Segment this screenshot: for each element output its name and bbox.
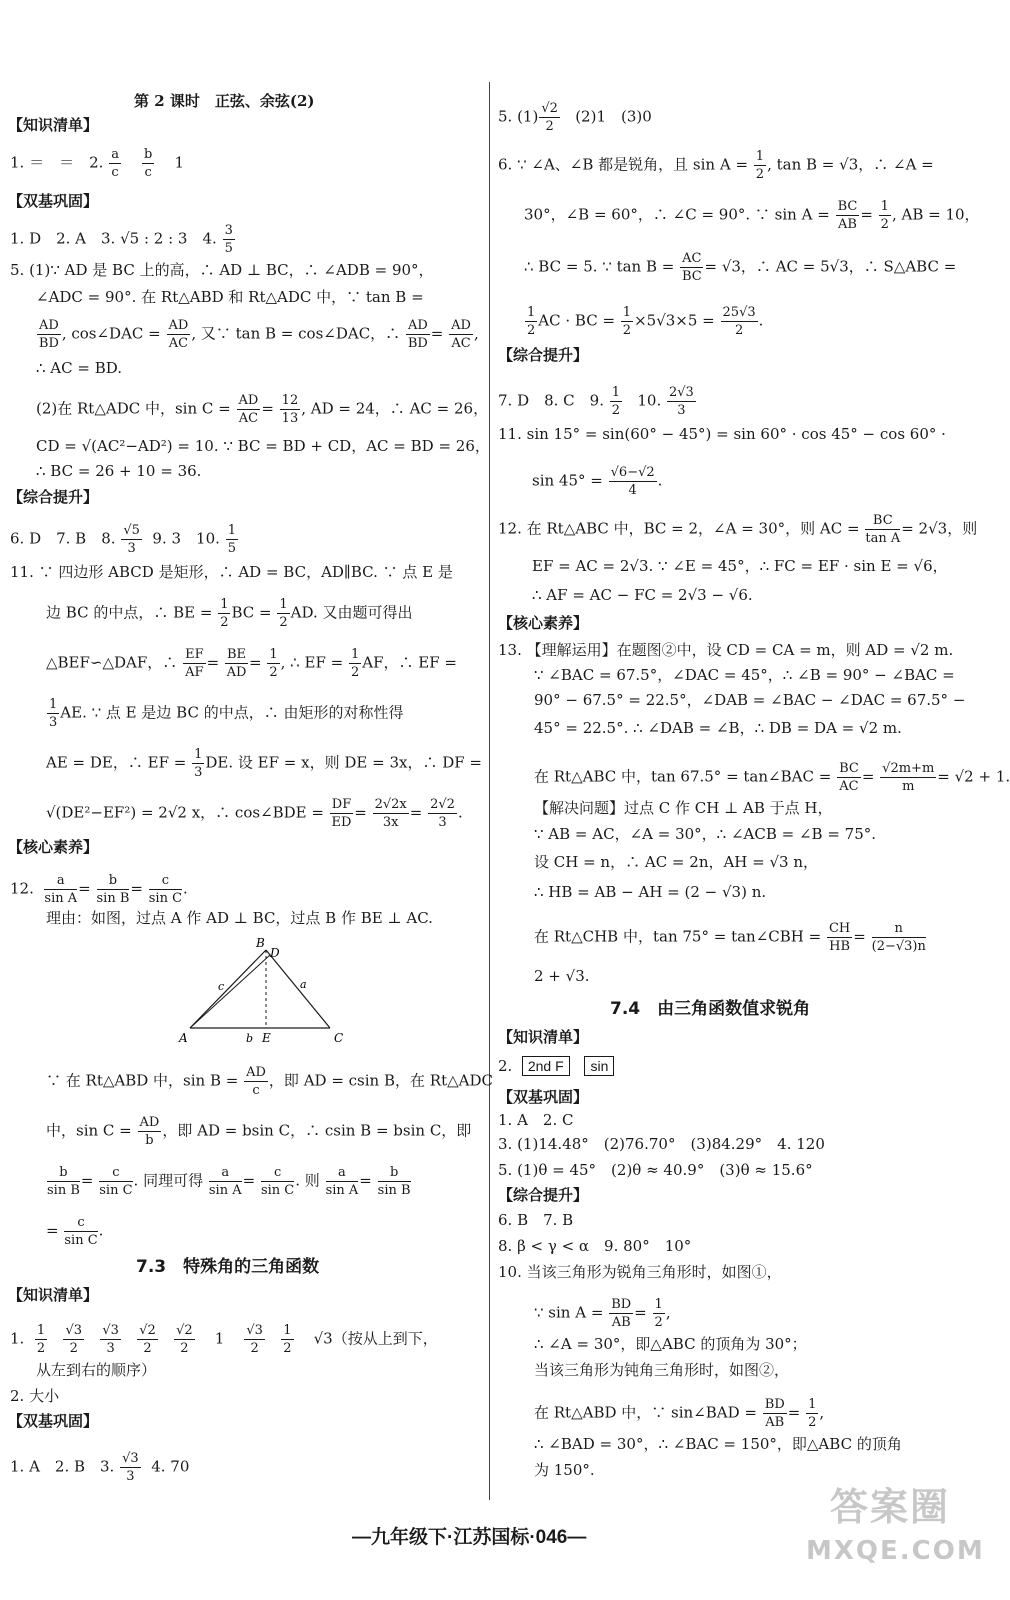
label-c: c	[218, 980, 225, 993]
solution-line: ∴ BC = 5. ∵ tan B = $\frac{AC}{BC}$ = √3，∴ AC = 5√3，∴ S△ABC =	[524, 251, 957, 284]
solution-line: 当该三角形为钝角三角形时，如图②，	[534, 1361, 790, 1379]
solution-line: 理由：如图，过点 A 作 AD ⊥ BC，过点 B 作 BE ⊥ AC.	[46, 909, 433, 927]
solution-line: $\frac{1}{2}$ AC · BC = $\frac{1}{2}$ ×5√3×5 = $\frac{25√3}{2}$ .	[527, 305, 764, 338]
solution-line: 12. 在 Rt△ABC 中，BC = 2，∠A = 30°，则 AC = $\frac{BC}{\text{tan A}}$ = 2√3，则	[498, 513, 978, 546]
answer-line: 5. (1) $\frac{√2}{2}$ (2)1 (3)0	[498, 101, 652, 134]
solution-line: ∵ sin A = $\frac{BD}{AB}$ = $\frac{1}{2}$ ,	[534, 1297, 671, 1330]
answer-line: 7. D 8. C 9. $\frac{1}{2}$ 10. $\frac{2√3}{3}$	[498, 385, 694, 418]
fraction-value: $\frac{√3}{3}$	[102, 1323, 119, 1356]
solution-line: 5. (1)∵ AD 是 BC 上的高，∴ AD ⊥ BC，∴ ∠ADB = 90°，	[10, 261, 434, 279]
section-title-7-3: 7.3 特殊角的三角函数	[136, 1257, 320, 1277]
solution-line: $\frac{AD}{BD}$ , cos∠DAC = $\frac{AD}{AC}$ , 又∵ tan B = cos∠DAC，∴ $\frac{AD}{BD}$ = $\frac{AD}{AC}$ ,	[38, 318, 479, 351]
answer-line: 8. β < γ < α 9. 80° 10°	[498, 1237, 692, 1255]
fraction-value: $\frac{1}{2}$	[36, 1323, 46, 1356]
solution-line: CD = √(AC²−AD²) = 10. ∵ BC = BD + CD，AC = BD = 26，	[36, 437, 490, 455]
label-a: a	[300, 978, 307, 991]
solution-line: 在 Rt△ABD 中，∵ sin∠BAD = $\frac{BD}{AB}$ = $\frac{1}{2}$ ,	[534, 1397, 825, 1430]
calculator-key-2ndf: 2nd F	[522, 1056, 570, 1076]
heading-basics: 【双基巩固】	[8, 1412, 99, 1430]
solution-line: 边 BC 的中点，∴ BE = $\frac{1}{2}$ BC = $\frac{1}{2}$ AD. 又由题可得出	[46, 597, 413, 630]
calculator-key-sin: sin	[584, 1056, 614, 1076]
column-divider	[489, 82, 490, 1500]
answer-line: 6. D 7. B 8. $\frac{√5}{3}$ 9. 3 10. $\frac{1}{5}$	[10, 523, 236, 556]
label-b: b	[246, 1032, 254, 1045]
solution-line: EF = AC = 2√3. ∵ ∠E = 45°，∴ FC = EF · sin E = √6，	[532, 557, 948, 575]
fraction-value: $\frac{√2}{2}$	[139, 1323, 156, 1356]
solution-line: ∴ HB = AB − AH = (2 − √3) n.	[534, 883, 767, 901]
heading-comprehensive: 【综合提升】	[498, 346, 589, 364]
solution-line: 11. sin 15° = sin(60° − 45°) = sin 60° · cos 45° − cos 60° ·	[498, 425, 946, 443]
triangle-figure	[178, 936, 348, 1046]
fraction-value: $\frac{√3}{2}$	[246, 1323, 263, 1356]
solution-line: $\frac{1}{3}$ AE. ∵ 点 E 是边 BC 的中点，∴ 由矩形的对称性得	[49, 697, 404, 730]
solution-line: = $\frac{c}{\text{sin C}}$ .	[46, 1215, 104, 1248]
side-c	[190, 950, 266, 1028]
heading-core: 【核心素养】	[8, 838, 99, 856]
solution-line: 6. ∵ ∠A、∠B 都是锐角，且 sin A = $\frac{1}{2}$ , tan B = √3，∴ ∠A =	[498, 149, 934, 182]
solution-line: 在 Rt△ABC 中，tan 67.5° = tan∠BAC = $\frac{BC}{AC}$ = $\frac{√2m+m}{m}$ = √2 + 1.	[534, 761, 1010, 794]
solution-line: (2)在 Rt△ADC 中，sin C = $\frac{AD}{AC}$ = $\frac{12}{13}$ , AD = 24，∴ AC = 26，	[36, 393, 489, 426]
answer-line: 1. ＝ ＝ 2. $\frac{a}{c}$ $\frac{b}{c}$ 1	[10, 147, 184, 180]
label-A: A	[179, 1031, 188, 1045]
label-B: B	[256, 936, 265, 950]
solution-line: ∴ ∠A = 30°，即△ABC 的顶角为 30°；	[534, 1335, 807, 1353]
answer-line: 1. A 2. B 3. $\frac{√3}{3}$ 4. 70	[10, 1451, 190, 1484]
solution-line: ∴ AC = BD.	[36, 359, 123, 377]
page-footer: —九年级下·江苏国标·046—	[352, 1527, 587, 1548]
solution-line: 30°，∠B = 60°，∴ ∠C = 90°. ∵ sin A = $\frac{BC}{AB}$ = $\frac{1}{2}$ , AB = 10，	[524, 199, 980, 232]
solution-line: 90° − 67.5° = 22.5°，∠DAB = ∠BAC − ∠DAC = 67.5° −	[534, 691, 966, 709]
solution-line: ∵ ∠BAC = 67.5°，∠DAC = 45°，∴ ∠B = 90° − ∠BAC =	[534, 666, 955, 684]
answer-line: 1. $\frac{1}{2}$ $\frac{√3}{2}$ $\frac{√3}{3}$ $\frac{√2}{2}$ $\frac{√2}{2}$ 1 $\frac{√3}{2}$ $\frac{1}{2}$ √3（按从上到下，	[10, 1323, 438, 1356]
watermark-logo: 答案圈 MXQE.COM	[806, 1485, 985, 1566]
special-values-list	[34, 1323, 210, 1356]
fraction-value: $\frac{√3}{2}$	[65, 1323, 83, 1356]
special-values-list	[243, 1323, 308, 1356]
heading-knowledge: 【知识清单】	[498, 1028, 589, 1046]
solution-line: 11. ∵ 四边形 ABCD 是矩形，∴ AD = BC，AD∥BC. ∵ 点 E 是	[10, 563, 453, 581]
solution-line: 2 + √3.	[534, 967, 590, 985]
solution-line: ∴ ∠BAD = 30°，∴ ∠BAC = 150°，即△ABC 的顶角	[534, 1435, 902, 1453]
solution-line: $\frac{b}{\text{sin B}}$ = $\frac{c}{\text{sin C}}$ . 同理可得 $\frac{a}{\text{sin A}}$ = $\frac{c}{\text{sin C}}$ . 则 $\frac{a}{\text{sin A}}$ = $\frac{b}{\text{sin B}}$	[47, 1165, 411, 1198]
solution-line: 【解决问题】过点 C 作 CH ⊥ AB 于点 H，	[534, 799, 833, 817]
heading-comprehensive: 【综合提升】	[498, 1186, 589, 1204]
side-a	[266, 950, 330, 1028]
answer-line: 1. D 2. A 3. √5 : 2 : 3 4. $\frac{3}{5}$	[10, 223, 233, 256]
label-D: D	[270, 946, 280, 960]
heading-core: 【核心素养】	[498, 614, 589, 632]
section-title-7-4: 7.4 由三角函数值求锐角	[610, 999, 811, 1019]
solution-line: ∴ BC = 26 + 10 = 36.	[36, 462, 202, 480]
heading-knowledge: 【知识清单】	[8, 1286, 99, 1304]
answer-line: 从左到右的顺序）	[36, 1361, 157, 1379]
solution-line: √(DE²−EF²) = 2√2 x，∴ cos∠BDE = $\frac{DF}{ED}$ = $\frac{2√2x}{3x}$ = $\frac{2√2}{3}$ .	[46, 797, 463, 830]
solution-line: AE = DE，∴ EF = $\frac{1}{3}$ DE. 设 EF = x，则 DE = 3x，∴ DF =	[46, 747, 482, 780]
solution-line: ∵ AB = AC，∠A = 30°，∴ ∠ACB = ∠B = 75°.	[534, 825, 877, 843]
fraction-value: $\frac{√2}{2}$	[176, 1323, 193, 1356]
solution-line: 中，sin C = $\frac{AD}{b}$ ，即 AD = bsin C，∴ csin B = bsin C，即	[46, 1115, 472, 1148]
solution-line: ∠ADC = 90°. 在 Rt△ABD 和 Rt△ADC 中，∵ tan B =	[36, 288, 424, 306]
heading-basics: 【双基巩固】	[8, 192, 99, 210]
solution-line: sin 45° = $\frac{√6-√2}{4}$ .	[532, 465, 663, 498]
answer-line: 5. (1)θ = 45° (2)θ ≈ 40.9° (3)θ ≈ 15.6°	[498, 1161, 813, 1179]
solution-line: ∴ AF = AC − FC = 2√3 − √6.	[532, 586, 753, 604]
section-title: 第 2 课时 正弦、余弦(2)	[134, 92, 315, 110]
solution-line: ∵ 在 Rt△ABD 中，sin B = $\frac{AD}{c}$ ，即 AD = csin B，在 Rt△ADC	[46, 1065, 493, 1098]
answer-line: 1. A 2. C	[498, 1111, 574, 1129]
fraction-value: $\frac{1}{2}$	[283, 1323, 292, 1356]
label-E: E	[262, 1031, 271, 1045]
answer-line: 2. 2nd F sin	[498, 1056, 624, 1076]
answer-line: 2. 大小	[10, 1387, 60, 1405]
solution-line: 设 CH = n，∴ AC = 2n，AH = √3 n，	[534, 853, 819, 871]
answer-line: 6. B 7. B	[498, 1211, 574, 1229]
heading-basics: 【双基巩固】	[498, 1088, 589, 1106]
solution-line: 10. 当该三角形为锐角三角形时，如图①，	[498, 1263, 782, 1281]
solution-line: 在 Rt△CHB 中，tan 75° = tan∠CBH = $\frac{CH}{HB}$ = $\frac{n}{(2-√3)n}$	[534, 921, 926, 954]
answer-line: 12. $\frac{a}{\text{sin A}}$ = $\frac{b}{\text{sin B}}$ = $\frac{c}{\text{sin C}}$ .	[10, 873, 188, 906]
solution-line: 45° = 22.5°. ∴ ∠DAB = ∠B，∴ DB = DA = √2 m.	[534, 719, 902, 737]
heading-comprehensive: 【综合提升】	[8, 488, 99, 506]
solution-line: △BEF∽△DAF，∴ $\frac{EF}{AF}$ = $\frac{BE}{AD}$ = $\frac{1}{2}$ , ∴ EF = $\frac{1}{2}$ AF，∴ EF =	[46, 647, 457, 680]
heading-knowledge: 【知识清单】	[8, 116, 99, 134]
label-C: C	[334, 1031, 344, 1045]
solution-line: 为 150°.	[534, 1461, 595, 1479]
answer-line: 3. (1)14.48° (2)76.70° (3)84.29° 4. 120	[498, 1135, 825, 1153]
solution-line: 13. 【理解运用】在题图②中，设 CD = CA = m，则 AD = √2 m.	[498, 641, 954, 659]
altitude-ad	[190, 955, 270, 1028]
